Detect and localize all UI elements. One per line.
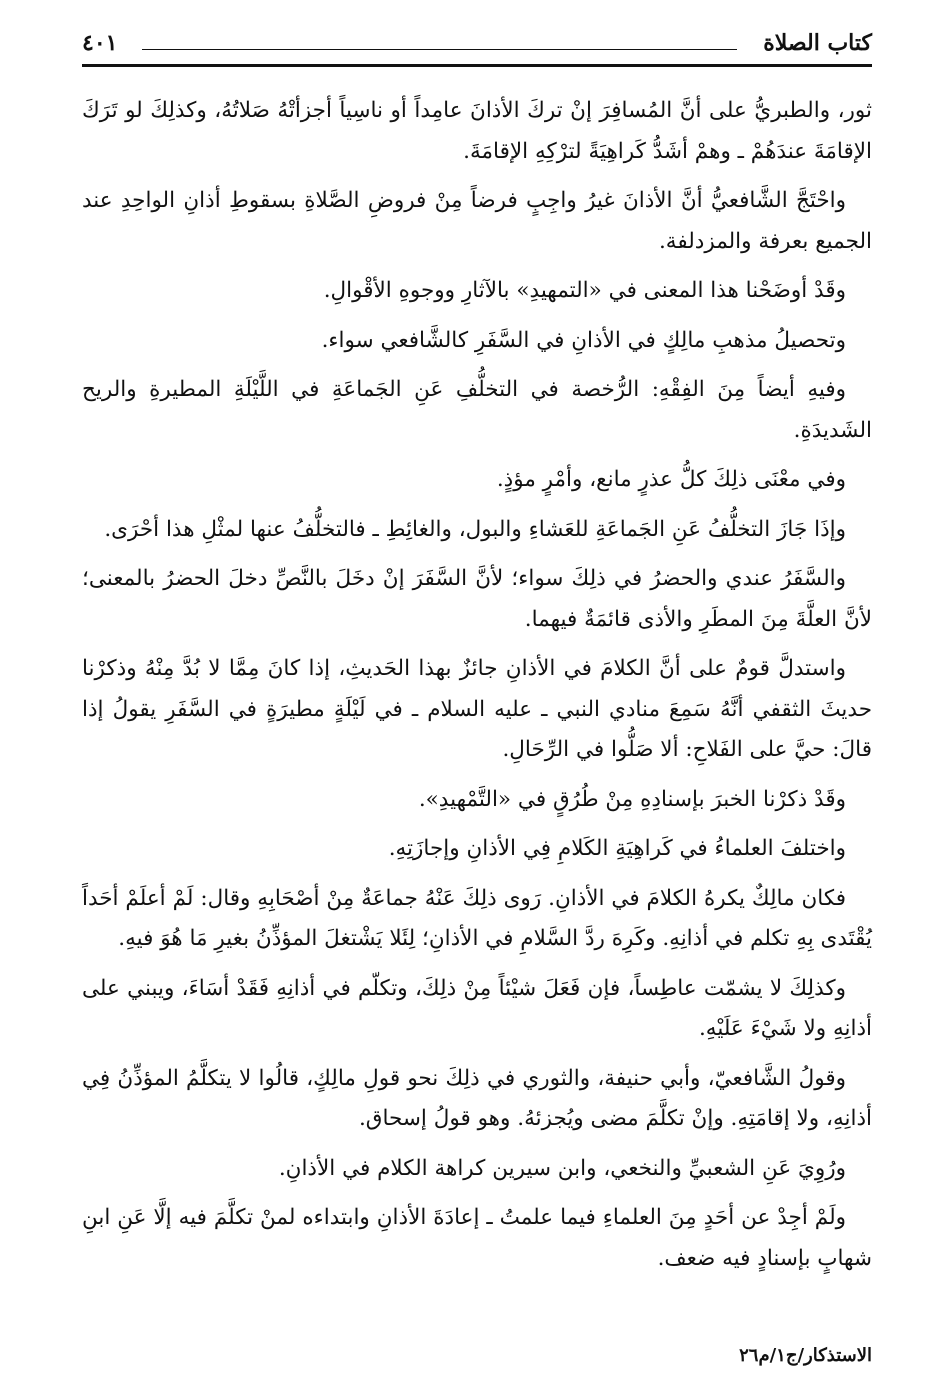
paragraph: ورُوِيَ عَنِ الشعبيِّ والنخعي، وابن سيرين كراهة الكلام في الأذانِ.	[278, 1155, 846, 1181]
paragraph: وتحصيلُ مذهبِ مالِكٍ في الأذانِ في السَّفَرِ كالشَّافعي سواء.	[321, 327, 846, 353]
page-footer-signature: الاستذكار/ج١/م٢٦	[739, 1345, 872, 1366]
page-body	[82, 91, 872, 1279]
paragraph: واختلفَ العلماءُ في كَراهِيَةِ الكَلامِ فِي الأذانِ وإجازَتِهِ.	[388, 836, 846, 861]
page	[82, 20, 872, 1370]
paragraph: وفيهِ أيضاً مِنَ الفِقْهِ: الرُّخصة في التخلُّفِ عَنِ الجَماعَةِ في اللَّيْلَةِ المطيرةِ والريح الشَديدَةِ.	[82, 377, 872, 443]
paragraph: وكذلِكَ لا يشمّت عاطِساً، فإن فَعَلَ شيْئاً مِنْ ذلِكَ، وتكلّم في أذانِهِ فَقَدْ أسَاءَ، ويبني على أذانِهِ ولا شَيْءَ عَلَيْهِ.	[82, 975, 872, 1041]
paragraph: واحْتَجَّ الشَّافعيُّ أنَّ الأذانَ غيرُ واجِبٍ فرضاً مِنْ فروضِ الصَّلاةِ بسقوطِ أذانِ الواحِدِ عند الجميع بعرفة والمزدلفة.	[82, 188, 872, 254]
page-number: ٤٠١	[82, 30, 118, 56]
paragraph: وقولُ الشَّافعيّ، وأبي حنيفة، والثوري في ذلِكَ نحو قولِ مالِكٍ، قالُوا لا يتكلَّمُ المؤذِّنُ فِي أذانِهِ، ولا إقامَتِهِ. وإنْ تكلَّمَ مضى ويُجزئهُ. وهو قولُ إسحاق.	[82, 1065, 872, 1131]
running-title: كتاب الصلاة	[763, 30, 872, 56]
paragraph: وقَدْ أوضَحْنا هذا المعنى في «التمهيدِ» بالآثارِ ووجوهِ الأقْوالِ.	[323, 278, 846, 303]
paragraph: واستدلَّ قومٌ على أنَّ الكلامَ في الأذانِ جائزٌ بهذا الحَديثِ، إذا كانَ مِمَّا لا بُدَّ مِنْهُ وذكرْنا حديثَ الثقفي أنَّهُ سَمِعَ منادي النبي ـ عليه السلام ـ في لَيْلَةٍ مطيرَةٍ في السَّفَرِ يقولُ إذا قالَ: حيَّ على الفَلاحِ: ألا صَلُّوا في الرِّحَالِ.	[82, 656, 872, 762]
paragraph: فكان مالِكٌ يكرهُ الكلامَ في الأذانِ. رَوى ذلِكَ عَنْهُ جماعَةٌ مِنْ أصْحَابِهِ وقال: لَمْ أعلَمْ أحَداً يُقْتَدى بِهِ تكلم في أذانِهِ. وكَرِهَ ردَّ السَّلامِ في الأذانِ؛ لِئَلا يَشْتغلَ المؤذِّنُ بغيرِ مَا هُوَ فيهِ.	[82, 885, 872, 951]
paragraph: ثور، والطبريُّ على أنَّ المُسافِرَ إنْ تركَ الأذانَ عامِداً أو ناسِياً أجزأتْهُ صَلاتُهُ، وكذلِكَ لو تَرَكَ الإقامَةَ عندَهُمْ ـ وهمْ أشَدُّ كَراهِيَةً لترْكِهِ الإقامَةَ.	[82, 98, 872, 164]
page-header	[82, 20, 872, 58]
header-title-rule	[142, 49, 737, 50]
paragraph: والسَّفَرُ عندي والحضرُ في ذلِكَ سواء؛ لأنَّ السَّفَرَ إنْ دخَلَ بالنَّصِّ دخلَ الحضرُ بالمعنى؛ لأنَّ العلَّةَ مِنَ المطَرِ والأذى قائمَةٌ فيهما.	[82, 566, 872, 632]
paragraph: ولَمْ أجِدْ عن أحَدٍ مِنَ العلماءِ فيما علمتُ ـ إعادَةَ الأذانِ وابتداءه لمنْ تكلَّمَ فيه إلَّا عَنِ ابنِ شهابٍ بإسنادٍ فيه ضعف.	[82, 1205, 872, 1271]
header-divider	[82, 64, 872, 67]
paragraph: وإذَا جَازَ التخلُّفُ عَنِ الجَماعَةِ للعَشاءِ والبول، والغائِطِ ـ فالتخلُّفُ عنها لمثْلِ هذا أحْرَى.	[104, 516, 846, 542]
paragraph: وفي معْنَى ذلِكَ كلُّ عذرٍ مانع، وأمْرٍ مؤذٍ.	[496, 467, 846, 492]
paragraph: وقَدْ ذكرْنا الخبرَ بإسنادِهِ مِنْ طُرُقٍ في «التَّمْهيدِ».	[418, 786, 846, 812]
